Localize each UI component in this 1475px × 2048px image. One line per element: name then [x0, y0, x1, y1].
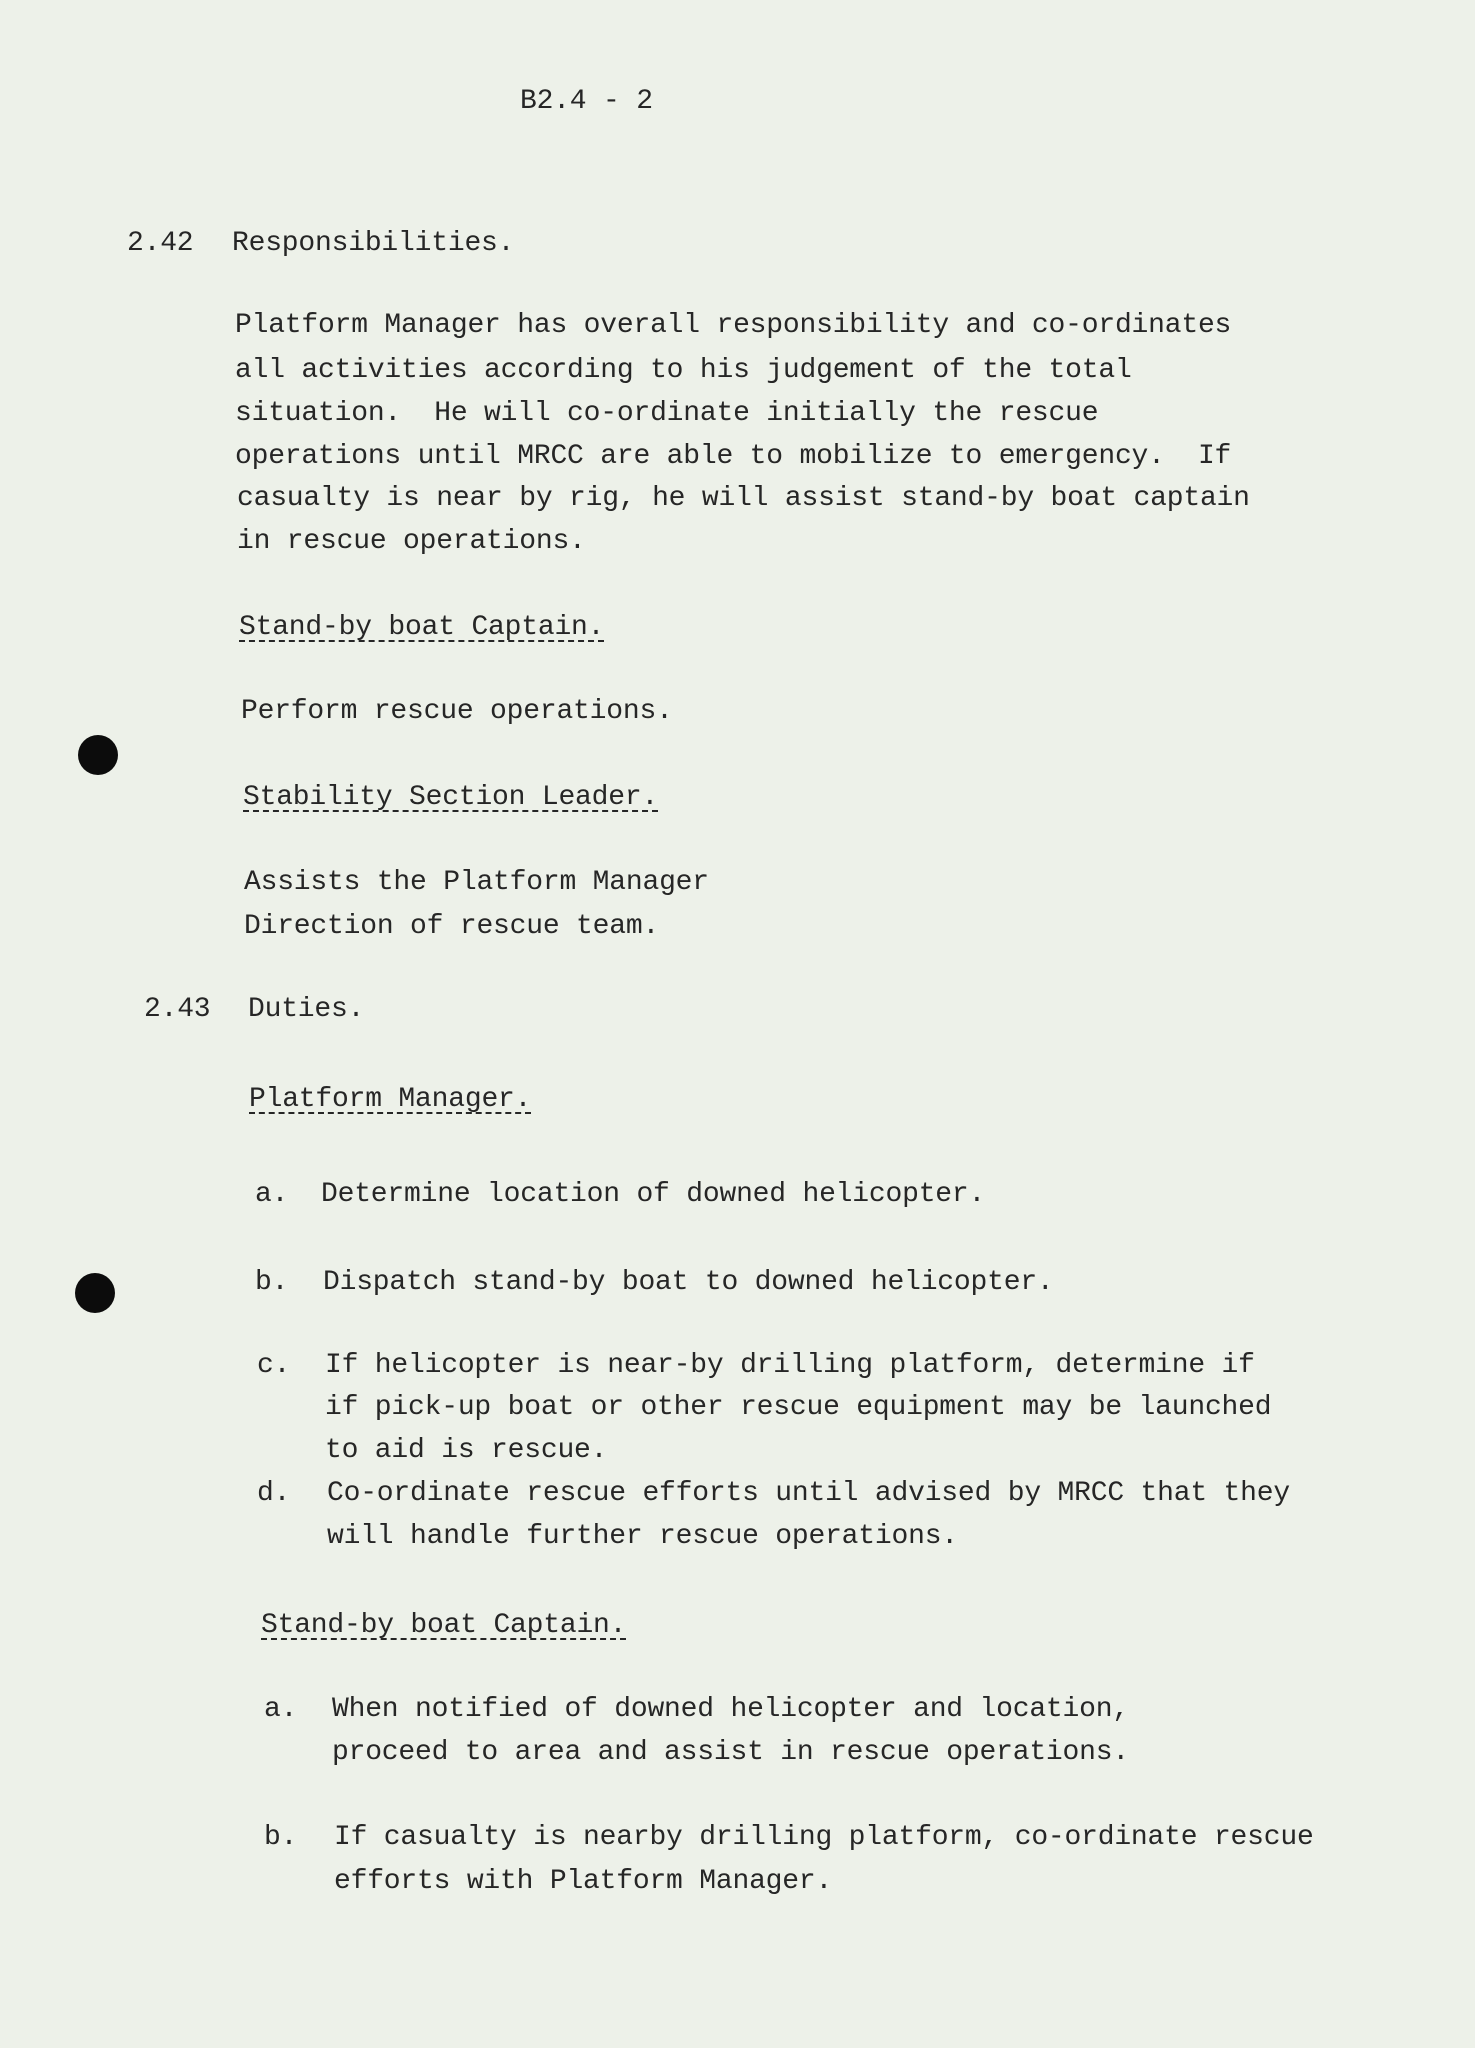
list-item: If casualty is nearby drilling platform, co-ordinate rescue [334, 1822, 1314, 1853]
list-letter: b. [255, 1267, 289, 1298]
list-item: will handle further rescue operations. [327, 1521, 958, 1552]
paragraph-line: operations until MRCC are able to mobilize to emergency. If [235, 441, 1232, 472]
section-number: 2.42 [127, 228, 194, 259]
list-item: to aid is rescue. [325, 1435, 608, 1466]
list-item: Determine location of downed helicopter. [321, 1179, 986, 1210]
list-item: Dispatch stand-by boat to downed helicopter. [323, 1267, 1054, 1298]
list-letter: c. [257, 1350, 291, 1381]
section-title: Responsibilities. [232, 228, 515, 259]
subheading-stability-leader: Stability Section Leader. [243, 782, 659, 813]
paragraph-line: casualty is near by rig, he will assist stand-by boat captain [237, 483, 1250, 514]
list-item: Co-ordinate rescue efforts until advised by MRCC that they [327, 1478, 1290, 1509]
subheading-standby-captain: Stand-by boat Captain. [239, 612, 605, 643]
list-letter: a. [264, 1694, 298, 1725]
subheading-platform-manager: Platform Manager. [249, 1084, 532, 1115]
subheading-standby-captain: Stand-by boat Captain. [261, 1610, 627, 1641]
list-item: if pick-up boat or other rescue equipment may be launched [325, 1392, 1272, 1423]
list-item: When notified of downed helicopter and location, [332, 1694, 1129, 1725]
list-item: proceed to area and assist in rescue operations. [332, 1737, 1129, 1768]
body-text: Assists the Platform Manager [244, 867, 709, 898]
paragraph-line: all activities according to his judgement of the total [235, 355, 1132, 386]
list-item: efforts with Platform Manager. [334, 1866, 833, 1897]
punch-hole [75, 1273, 115, 1313]
section-title: Duties. [248, 994, 365, 1025]
body-text: Perform rescue operations. [241, 696, 673, 727]
list-letter: a. [255, 1179, 289, 1210]
section-number: 2.43 [144, 994, 211, 1025]
page-reference: B2.4 - 2 [520, 86, 653, 117]
paragraph-line: situation. He will co-ordinate initially the rescue [235, 398, 1099, 429]
paragraph-line: in rescue operations. [237, 526, 586, 557]
punch-hole [78, 735, 118, 775]
body-text: Direction of rescue team. [244, 911, 660, 942]
list-item: If helicopter is near-by drilling platform, determine if [325, 1350, 1255, 1381]
list-letter: d. [257, 1478, 291, 1509]
list-letter: b. [264, 1822, 298, 1853]
paragraph-line: Platform Manager has overall responsibility and co-ordinates [235, 310, 1232, 341]
